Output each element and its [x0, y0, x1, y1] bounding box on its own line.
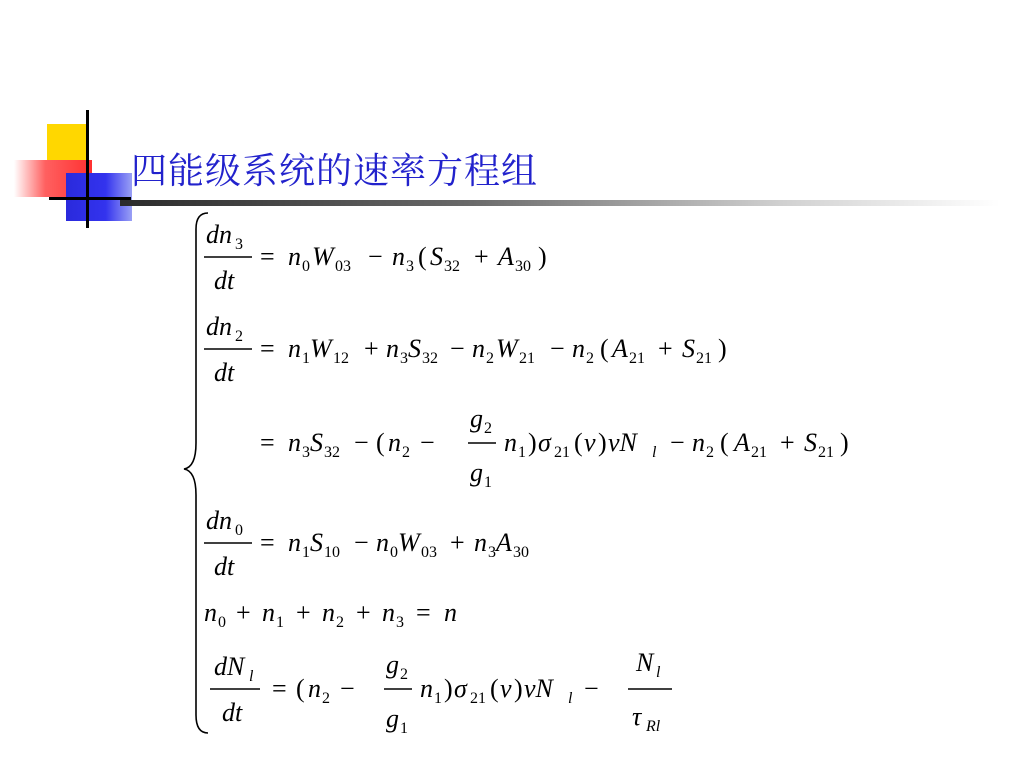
svg-text:(: ( [296, 674, 305, 703]
slide-title: 四能级系统的速率方程组 [131, 151, 539, 192]
svg-text:2: 2 [400, 666, 408, 683]
svg-text:n: n [382, 598, 395, 627]
svg-text:−: − [550, 334, 565, 363]
svg-text:0: 0 [218, 614, 226, 631]
svg-text:3: 3 [396, 614, 404, 631]
svg-text:03: 03 [421, 544, 437, 561]
svg-text:n: n [420, 674, 433, 703]
svg-text:): ) [444, 674, 453, 703]
svg-text:W: W [312, 242, 334, 271]
svg-text:n: n [288, 528, 301, 557]
svg-text:30: 30 [515, 258, 531, 275]
svg-text:dn: dn [206, 220, 232, 249]
svg-text:=: = [272, 674, 287, 703]
equation-4 [204, 506, 529, 581]
svg-text:W: W [310, 334, 332, 363]
equation-5 [204, 598, 457, 631]
svg-text:dt: dt [214, 358, 235, 387]
svg-text:1: 1 [302, 544, 310, 561]
svg-text:2: 2 [586, 350, 594, 367]
svg-text:+: + [450, 528, 465, 557]
svg-text:n: n [288, 242, 301, 271]
svg-text:ν: ν [584, 428, 596, 457]
svg-text:−: − [354, 528, 369, 557]
svg-text:1: 1 [434, 690, 442, 707]
svg-text:1: 1 [518, 444, 526, 461]
svg-text:21: 21 [519, 350, 535, 367]
svg-text:σ: σ [454, 674, 467, 703]
svg-text:n: n [504, 428, 517, 457]
svg-text:(: ( [490, 674, 499, 703]
svg-text:21: 21 [751, 444, 767, 461]
svg-text:W: W [398, 528, 420, 557]
svg-text:3: 3 [488, 544, 496, 561]
svg-text:S: S [804, 428, 817, 457]
svg-text:+: + [658, 334, 673, 363]
svg-text:S: S [310, 428, 323, 457]
svg-text:n: n [288, 428, 301, 457]
svg-text:l: l [568, 690, 573, 707]
svg-text:n: n [692, 428, 705, 457]
svg-text:n: n [308, 674, 321, 703]
svg-text:n: n [472, 334, 485, 363]
svg-text:12: 12 [333, 350, 349, 367]
svg-text:2: 2 [336, 614, 344, 631]
svg-text:21: 21 [818, 444, 834, 461]
svg-text:3: 3 [400, 350, 408, 367]
svg-text:+: + [364, 334, 379, 363]
svg-text:S: S [430, 242, 443, 271]
svg-text:dt: dt [214, 552, 235, 581]
svg-text:l: l [249, 668, 254, 685]
svg-text:(: ( [376, 428, 385, 457]
svg-text:(: ( [418, 242, 427, 271]
svg-text:dn: dn [206, 312, 232, 341]
svg-text:1: 1 [484, 474, 492, 491]
svg-text:3: 3 [235, 236, 243, 253]
svg-text:32: 32 [324, 444, 340, 461]
svg-text:A: A [612, 334, 628, 363]
svg-text:g: g [386, 704, 399, 733]
svg-text:+: + [356, 598, 371, 627]
svg-text:(: ( [600, 334, 609, 363]
decor-yellow-square [47, 124, 88, 165]
svg-text:vN: vN [608, 428, 637, 457]
svg-text:21: 21 [470, 690, 486, 707]
decor-horizontal-line [49, 197, 131, 200]
svg-text:2: 2 [706, 444, 714, 461]
svg-text:3: 3 [406, 258, 414, 275]
svg-text:1: 1 [302, 350, 310, 367]
equation-2 [204, 312, 727, 387]
svg-text:−: − [354, 428, 369, 457]
svg-text:n: n [204, 598, 217, 627]
svg-text:): ) [598, 428, 607, 457]
svg-text:): ) [514, 674, 523, 703]
svg-text:S: S [682, 334, 695, 363]
svg-text:Rl: Rl [646, 718, 661, 735]
svg-text:21: 21 [696, 350, 712, 367]
svg-text:l: l [656, 664, 661, 681]
svg-text:21: 21 [554, 444, 570, 461]
svg-text:=: = [260, 242, 275, 271]
svg-text:−: − [584, 674, 599, 703]
svg-text:=: = [260, 528, 275, 557]
svg-text:=: = [416, 598, 431, 627]
svg-text:2: 2 [322, 690, 330, 707]
svg-text:−: − [670, 428, 685, 457]
svg-text:2: 2 [484, 420, 492, 437]
svg-text:30: 30 [513, 544, 529, 561]
svg-text:): ) [528, 428, 537, 457]
svg-text:32: 32 [444, 258, 460, 275]
svg-text:): ) [840, 428, 849, 457]
svg-text:dn: dn [206, 506, 232, 535]
svg-text:n: n [322, 598, 335, 627]
svg-text:A: A [496, 528, 512, 557]
svg-text:+: + [780, 428, 795, 457]
svg-text:g: g [470, 404, 483, 433]
svg-text:+: + [236, 598, 251, 627]
svg-text:+: + [296, 598, 311, 627]
svg-text:n: n [444, 598, 457, 627]
svg-text:g: g [386, 650, 399, 679]
svg-text:=: = [260, 334, 275, 363]
svg-text:σ: σ [538, 428, 551, 457]
svg-text:+: + [474, 242, 489, 271]
svg-text:21: 21 [629, 350, 645, 367]
equation-3 [260, 404, 849, 491]
svg-text:dt: dt [222, 698, 243, 727]
svg-text:τ: τ [632, 702, 642, 731]
svg-text:vN: vN [524, 674, 553, 703]
svg-text:n: n [392, 242, 405, 271]
svg-text:): ) [538, 242, 547, 271]
svg-text:dt: dt [214, 266, 235, 295]
svg-text:dN: dN [214, 652, 245, 681]
svg-text:g: g [470, 458, 483, 487]
svg-text:1: 1 [400, 720, 408, 737]
rate-equation-system [178, 205, 938, 745]
svg-text:3: 3 [302, 444, 310, 461]
svg-text:−: − [450, 334, 465, 363]
svg-text:03: 03 [335, 258, 351, 275]
svg-text:n: n [386, 334, 399, 363]
left-brace [184, 213, 208, 733]
svg-text:2: 2 [402, 444, 410, 461]
svg-text:1: 1 [276, 614, 284, 631]
svg-text:W: W [496, 334, 518, 363]
svg-text:n: n [388, 428, 401, 457]
svg-text:n: n [262, 598, 275, 627]
svg-text:10: 10 [324, 544, 340, 561]
svg-text:S: S [408, 334, 421, 363]
svg-text:S: S [310, 528, 323, 557]
svg-text:2: 2 [486, 350, 494, 367]
svg-text:0: 0 [235, 522, 243, 539]
svg-text:n: n [572, 334, 585, 363]
decor-vertical-line [86, 110, 89, 228]
svg-text:n: n [376, 528, 389, 557]
svg-text:−: − [420, 428, 435, 457]
svg-text:(: ( [574, 428, 583, 457]
equation-6 [210, 648, 672, 737]
svg-text:N: N [636, 648, 654, 677]
svg-text:A: A [734, 428, 750, 457]
svg-text:): ) [718, 334, 727, 363]
svg-text:−: − [368, 242, 383, 271]
svg-text:0: 0 [390, 544, 398, 561]
svg-text:l: l [652, 444, 657, 461]
svg-text:A: A [498, 242, 514, 271]
svg-text:−: − [340, 674, 355, 703]
equation-1 [204, 220, 547, 295]
svg-text:2: 2 [235, 328, 243, 345]
svg-text:=: = [260, 428, 275, 457]
svg-text:n: n [288, 334, 301, 363]
svg-text:(: ( [720, 428, 729, 457]
svg-text:ν: ν [500, 674, 512, 703]
svg-text:32: 32 [422, 350, 438, 367]
svg-text:0: 0 [302, 258, 310, 275]
svg-text:n: n [474, 528, 487, 557]
